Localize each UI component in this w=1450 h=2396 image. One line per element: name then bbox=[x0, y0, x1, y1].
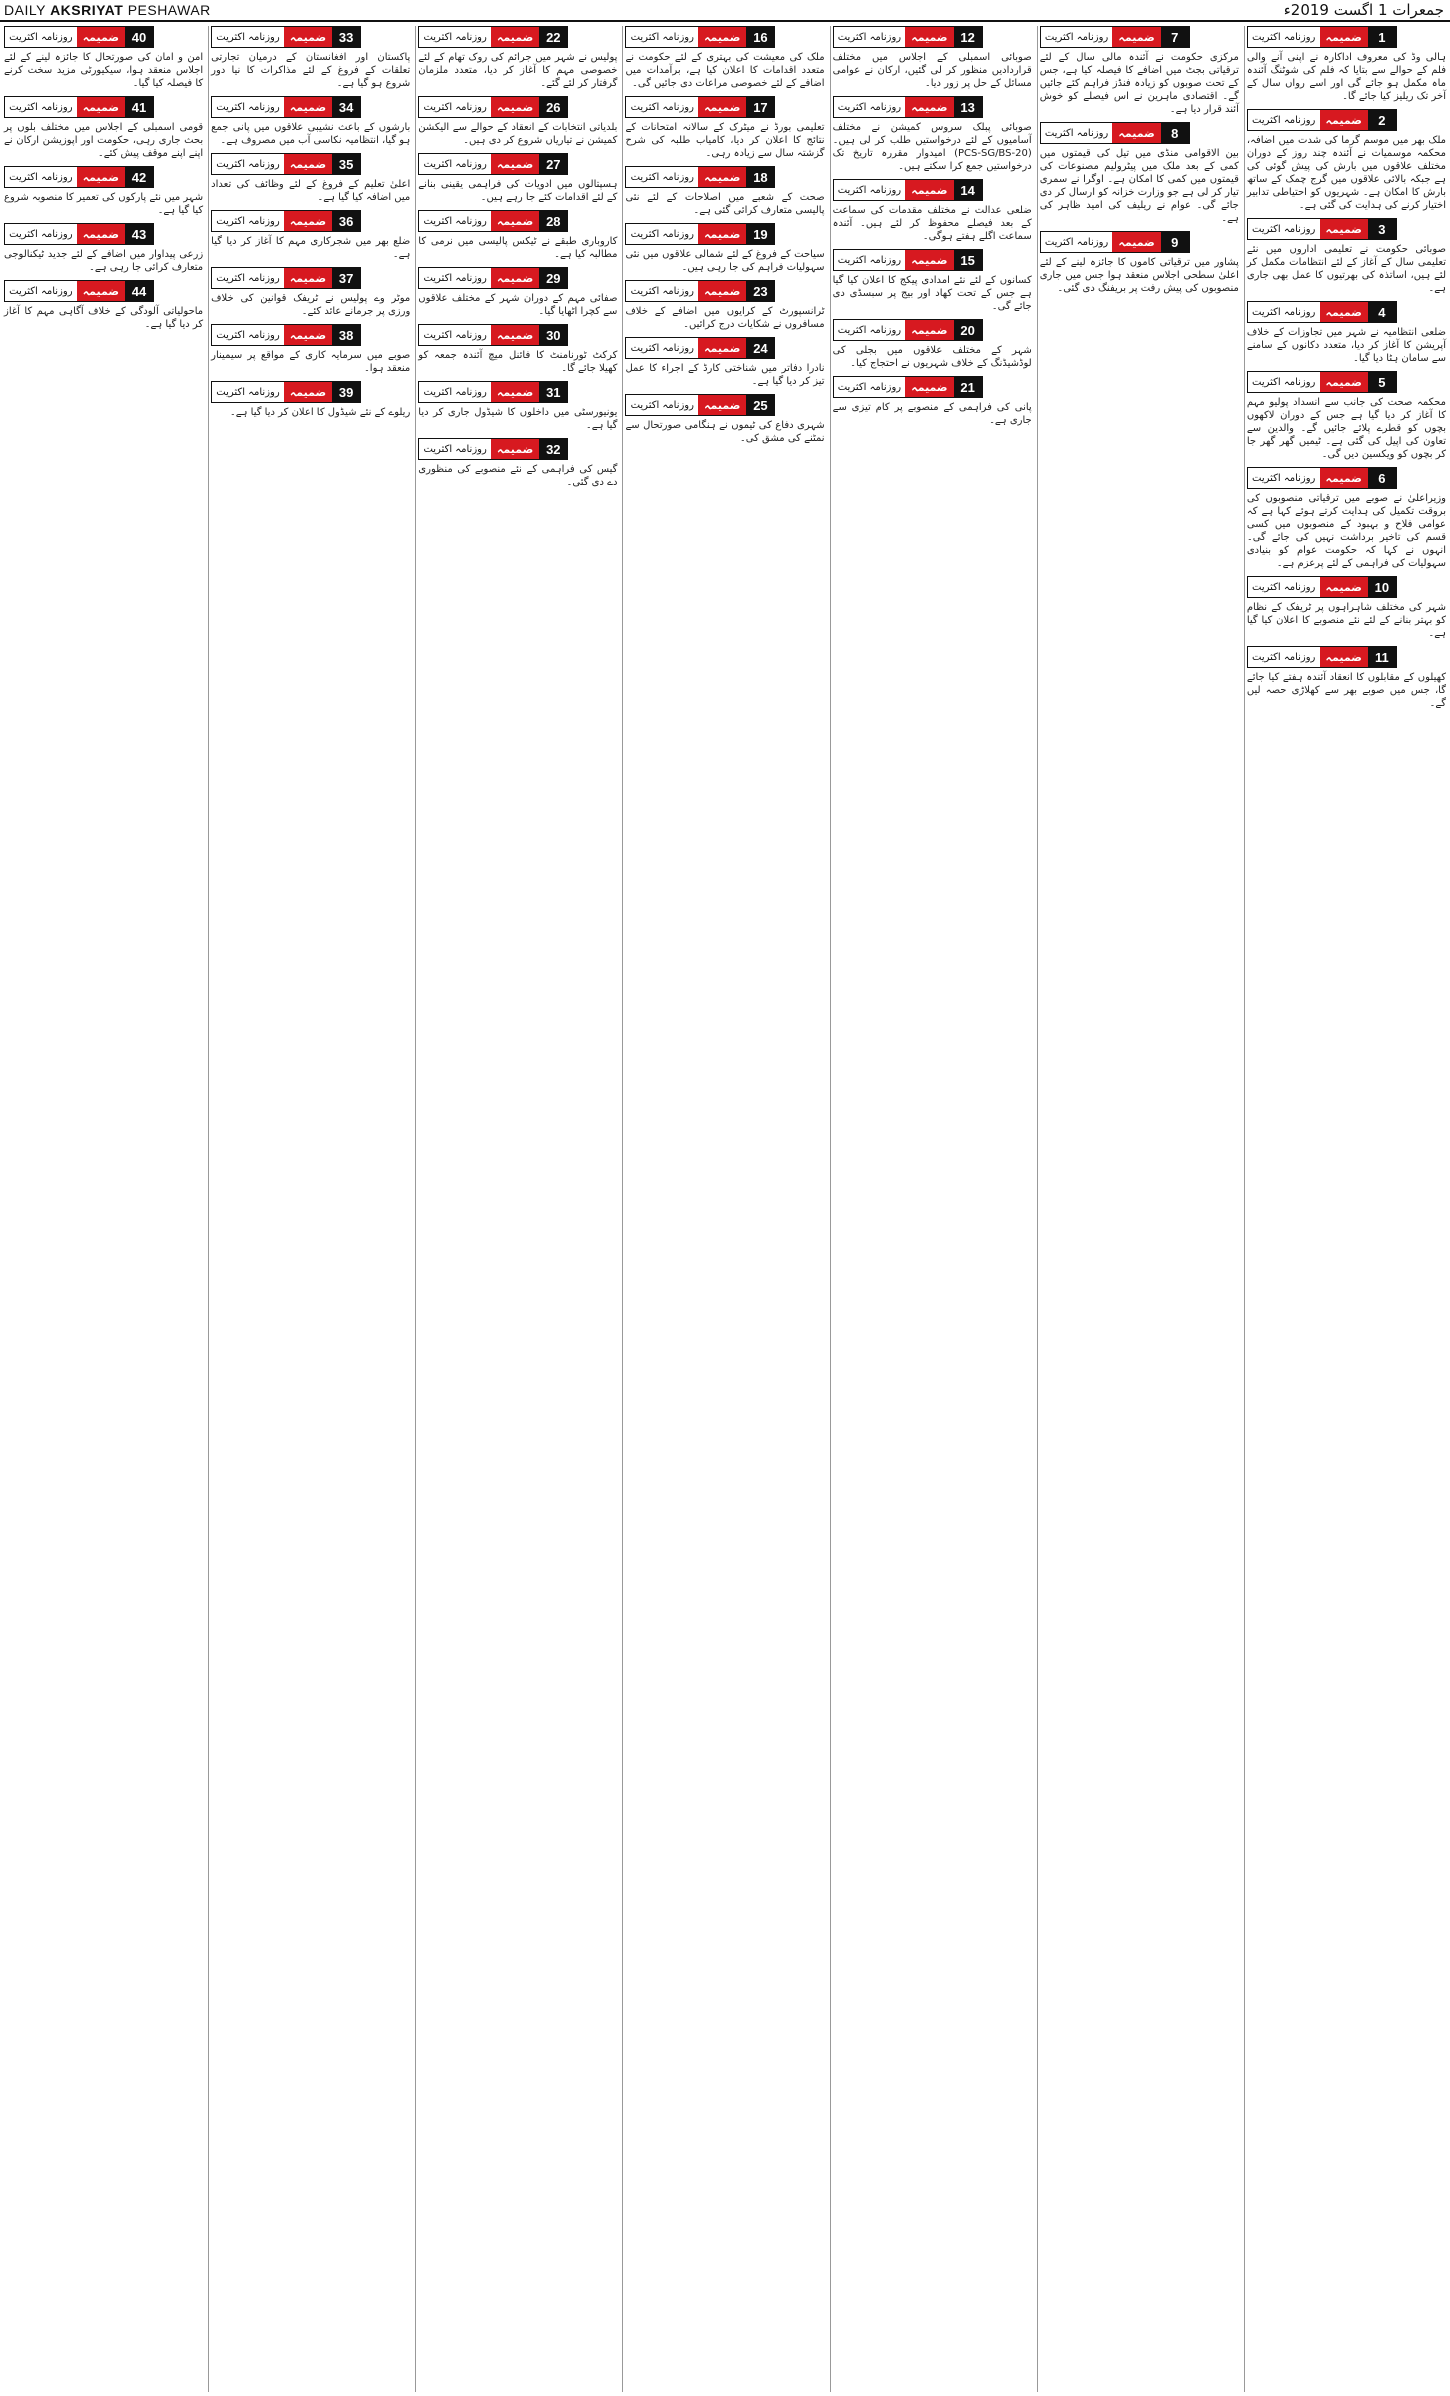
paper-name: AKSRIYAT bbox=[50, 2, 124, 18]
tag-paper-name: روزنامہ اکثریت bbox=[626, 395, 698, 415]
tag-paper-name: روزنامہ اکثریت bbox=[1248, 302, 1320, 322]
tag-paper-name: روزنامہ اکثریت bbox=[419, 154, 491, 174]
news-story bbox=[418, 210, 617, 261]
supplement-tag bbox=[1247, 646, 1397, 668]
story-number: 22 bbox=[539, 27, 567, 47]
news-story bbox=[1040, 122, 1239, 225]
story-number: 5 bbox=[1368, 372, 1396, 392]
tag-paper-name: روزنامہ اکثریت bbox=[5, 27, 77, 47]
story-number: 25 bbox=[746, 395, 774, 415]
supplement-label: ضمیمہ bbox=[698, 167, 746, 187]
supplement-tag bbox=[1247, 301, 1397, 323]
story-number: 16 bbox=[746, 27, 774, 47]
news-story bbox=[1247, 109, 1446, 212]
tag-paper-name: روزنامہ اکثریت bbox=[626, 224, 698, 244]
news-story bbox=[625, 337, 824, 388]
story-number: 4 bbox=[1368, 302, 1396, 322]
story-body: نادرا دفاتر میں شناختی کارڈ کے اجراء کا عمل تیز کر دیا گیا ہے۔ bbox=[625, 363, 825, 387]
story-body: صحت کے شعبے میں اصلاحات کے لئے نئی پالیسی متعارف کرائی گئی ہے۔ bbox=[625, 192, 825, 216]
story-body: ضلعی انتظامیہ نے شہر میں تجاوزات کے خلاف آپریشن کا آغاز کر دیا، متعدد دکانوں کے سامنے سے سامان ہٹا دیا گیا۔ bbox=[1246, 327, 1446, 364]
story-number: 19 bbox=[746, 224, 774, 244]
story-body: امن و امان کی صورتحال کا جائزہ لینے کے لئے اجلاس منعقد ہوا، سیکیورٹی مزید سخت کرنے کا فیصلہ کیا گیا۔ bbox=[4, 52, 204, 89]
supplement-label: ضمیمہ bbox=[1320, 647, 1368, 667]
story-body: بارشوں کے باعث نشیبی علاقوں میں پانی جمع ہو گیا، انتظامیہ نکاسی آب میں مصروف ہے۔ bbox=[211, 122, 411, 146]
news-column bbox=[1037, 26, 1241, 2392]
tag-paper-name: روزنامہ اکثریت bbox=[419, 211, 491, 231]
supplement-label: ضمیمہ bbox=[491, 439, 539, 459]
date-line: جمعرات 1 اگست 2019ء bbox=[1283, 1, 1444, 19]
tag-paper-name: روزنامہ اکثریت bbox=[419, 268, 491, 288]
supplement-tag bbox=[1040, 122, 1190, 144]
news-story bbox=[4, 223, 203, 274]
story-number: 34 bbox=[332, 97, 360, 117]
supplement-tag bbox=[833, 179, 983, 201]
supplement-label: ضمیمہ bbox=[77, 224, 125, 244]
story-body: ریلوے کے نئے شیڈول کا اعلان کر دیا گیا ہے۔ bbox=[229, 407, 411, 418]
news-story bbox=[1247, 218, 1446, 295]
tag-paper-name: روزنامہ اکثریت bbox=[1248, 219, 1320, 239]
supplement-label: ضمیمہ bbox=[491, 211, 539, 231]
supplement-label: ضمیمہ bbox=[905, 320, 953, 340]
story-number: 20 bbox=[954, 320, 982, 340]
tag-paper-name: روزنامہ اکثریت bbox=[212, 268, 284, 288]
supplement-label: ضمیمہ bbox=[77, 281, 125, 301]
story-body: پاکستان اور افغانستان کے درمیان تجارتی تعلقات کے فروغ کے لئے مذاکرات کا نیا دور شروع ہو گیا ہے۔ bbox=[211, 52, 411, 89]
supplement-tag bbox=[4, 26, 154, 48]
supplement-label: ضمیمہ bbox=[1320, 577, 1368, 597]
tag-paper-name: روزنامہ اکثریت bbox=[419, 382, 491, 402]
supplement-label: ضمیمہ bbox=[284, 268, 332, 288]
story-number: 18 bbox=[746, 167, 774, 187]
story-body: صوبائی پبلک سروس کمیشن نے مختلف آسامیوں کے لئے درخواستیں طلب کر لی ہیں۔ (PCS-SG/BS-20) امیدوار مقررہ تاریخ تک درخواستیں جمع کرا سکتے ہیں۔ bbox=[832, 122, 1032, 172]
story-body: ضلعی عدالت نے مختلف مقدمات کی سماعت کے بعد فیصلے محفوظ کر لئے ہیں۔ آئندہ سماعت اگلے ہفتے ہوگی۔ bbox=[832, 205, 1032, 242]
story-body: شہر میں نئے پارکوں کی تعمیر کا منصوبہ شروع کیا گیا ہے۔ bbox=[4, 192, 204, 216]
story-number: 27 bbox=[539, 154, 567, 174]
news-story bbox=[625, 26, 824, 90]
supplement-tag bbox=[625, 223, 775, 245]
story-body: گیس کی فراہمی کے نئے منصوبے کی منظوری دے دی گئی۔ bbox=[418, 464, 618, 488]
tag-paper-name: روزنامہ اکثریت bbox=[834, 97, 906, 117]
news-story bbox=[211, 26, 410, 90]
news-story bbox=[833, 376, 1032, 427]
supplement-tag bbox=[211, 26, 361, 48]
news-column bbox=[1244, 26, 1448, 2392]
story-number: 1 bbox=[1368, 27, 1396, 47]
supplement-tag bbox=[418, 324, 568, 346]
news-story bbox=[211, 96, 410, 147]
story-number: 36 bbox=[332, 211, 360, 231]
tag-paper-name: روزنامہ اکثریت bbox=[1041, 123, 1113, 143]
supplement-label: ضمیمہ bbox=[1320, 468, 1368, 488]
story-number: 2 bbox=[1368, 110, 1396, 130]
story-number: 10 bbox=[1368, 577, 1396, 597]
news-story bbox=[1247, 301, 1446, 365]
story-body: کسانوں کے لئے نئے امدادی پیکج کا اعلان کیا گیا ہے جس کے تحت کھاد اور بیج پر سبسڈی دی جائے گی۔ bbox=[832, 275, 1032, 312]
story-body: شہر کی مختلف شاہراہوں پر ٹریفک کے نظام کو بہتر بنانے کے لئے نئے منصوبے کا اعلان کیا گیا ہے۔ bbox=[1246, 602, 1446, 639]
supplement-label: ضمیمہ bbox=[77, 167, 125, 187]
supplement-label: ضمیمہ bbox=[77, 97, 125, 117]
supplement-label: ضمیمہ bbox=[491, 97, 539, 117]
story-body: صوبائی اسمبلی کے اجلاس میں مختلف قراردادیں منظور کر لی گئیں، ارکان نے عوامی مسائل کے حل پر زور دیا۔ bbox=[832, 52, 1032, 89]
story-body: کرکٹ ٹورنامنٹ کا فائنل میچ آئندہ جمعہ کو کھیلا جائے گا۔ bbox=[418, 350, 618, 374]
supplement-tag bbox=[4, 96, 154, 118]
paper-title bbox=[4, 2, 211, 18]
news-story bbox=[1247, 646, 1446, 710]
story-body: قومی اسمبلی کے اجلاس میں مختلف بلوں پر بحث جاری رہی، حکومت اور اپوزیشن ارکان نے اپنے اپنے موقف پیش کئے۔ bbox=[4, 122, 204, 159]
news-story bbox=[4, 96, 203, 160]
supplement-tag bbox=[625, 394, 775, 416]
news-column bbox=[208, 26, 412, 2392]
supplement-tag bbox=[211, 96, 361, 118]
supplement-tag bbox=[4, 280, 154, 302]
supplement-tag bbox=[625, 26, 775, 48]
tag-paper-name: روزنامہ اکثریت bbox=[626, 27, 698, 47]
story-number: 32 bbox=[539, 439, 567, 459]
news-story bbox=[833, 26, 1032, 90]
tag-paper-name: روزنامہ اکثریت bbox=[834, 27, 906, 47]
supplement-label: ضمیمہ bbox=[284, 211, 332, 231]
story-number: 23 bbox=[746, 281, 774, 301]
story-body: صفائی مہم کے دوران شہر کے مختلف علاقوں سے کچرا اٹھایا گیا۔ bbox=[418, 293, 618, 317]
news-story bbox=[625, 394, 824, 445]
story-number: 38 bbox=[332, 325, 360, 345]
story-body: پولیس نے شہر میں جرائم کی روک تھام کے لئے خصوصی مہم کا آغاز کر دیا، متعدد ملزمان گرفتار کر لئے گئے۔ bbox=[418, 52, 618, 89]
tag-paper-name: روزنامہ اکثریت bbox=[419, 439, 491, 459]
tag-paper-name: روزنامہ اکثریت bbox=[626, 167, 698, 187]
news-column bbox=[622, 26, 826, 2392]
story-number: 14 bbox=[954, 180, 982, 200]
supplement-label: ضمیمہ bbox=[77, 27, 125, 47]
supplement-label: ضمیمہ bbox=[905, 27, 953, 47]
supplement-tag bbox=[625, 96, 775, 118]
supplement-tag bbox=[1247, 26, 1397, 48]
news-story bbox=[211, 324, 410, 375]
tag-paper-name: روزنامہ اکثریت bbox=[5, 224, 77, 244]
story-body: یونیورسٹی میں داخلوں کا شیڈول جاری کر دیا گیا ہے۔ bbox=[418, 407, 618, 431]
story-number: 29 bbox=[539, 268, 567, 288]
story-body: تعلیمی بورڈ نے میٹرک کے سالانہ امتحانات کے نتائج کا اعلان کر دیا، کامیاب طلبہ کی شرح گزشتہ سال سے زیادہ رہی۔ bbox=[625, 122, 825, 159]
supplement-label: ضمیمہ bbox=[1112, 27, 1160, 47]
tag-paper-name: روزنامہ اکثریت bbox=[212, 382, 284, 402]
story-number: 37 bbox=[332, 268, 360, 288]
news-story bbox=[625, 280, 824, 331]
story-body: ہالی وڈ کی معروف اداکارہ نے اپنی آنے والی فلم کے حوالے سے بتایا کہ فلم کی شوٹنگ آئندہ ماہ مکمل ہو جائے گی اور اسے رواں سال کے آخر تک ریلیز کیا جائے گا۔ bbox=[1246, 52, 1446, 102]
story-body: موٹر وے پولیس نے ٹریفک قوانین کی خلاف ورزی پر جرمانے عائد کئے۔ bbox=[211, 293, 411, 317]
story-number: 42 bbox=[125, 167, 153, 187]
story-body: بلدیاتی انتخابات کے انعقاد کے حوالے سے الیکشن کمیشن نے تیاریاں شروع کر دی ہیں۔ bbox=[418, 122, 618, 146]
supplement-label: ضمیمہ bbox=[491, 382, 539, 402]
story-number: 6 bbox=[1368, 468, 1396, 488]
story-number: 39 bbox=[332, 382, 360, 402]
supplement-label: ضمیمہ bbox=[698, 27, 746, 47]
news-story bbox=[418, 267, 617, 318]
supplement-tag bbox=[1247, 467, 1397, 489]
supplement-tag bbox=[211, 267, 361, 289]
supplement-tag bbox=[211, 210, 361, 232]
tag-paper-name: روزنامہ اکثریت bbox=[1248, 577, 1320, 597]
story-body: شہری دفاع کی ٹیموں نے ہنگامی صورتحال سے نمٹنے کی مشق کی۔ bbox=[625, 420, 825, 444]
tag-paper-name: روزنامہ اکثریت bbox=[626, 281, 698, 301]
columns-container bbox=[2, 26, 1448, 2392]
story-number: 28 bbox=[539, 211, 567, 231]
story-number: 3 bbox=[1368, 219, 1396, 239]
story-number: 24 bbox=[746, 338, 774, 358]
story-number: 7 bbox=[1161, 27, 1189, 47]
news-story bbox=[625, 166, 824, 217]
news-story bbox=[4, 26, 203, 90]
news-story bbox=[1247, 467, 1446, 570]
tag-paper-name: روزنامہ اکثریت bbox=[1248, 110, 1320, 130]
story-number: 11 bbox=[1368, 647, 1396, 667]
supplement-tag bbox=[1247, 371, 1397, 393]
story-body: ہسپتالوں میں ادویات کی فراہمی یقینی بنانے کے لئے اقدامات کئے جا رہے ہیں۔ bbox=[418, 179, 618, 203]
news-column bbox=[2, 26, 205, 2392]
paper-prefix: DAILY bbox=[4, 2, 46, 18]
story-body: سیاحت کے فروغ کے لئے شمالی علاقوں میں نئی سہولیات فراہم کی جا رہی ہیں۔ bbox=[625, 249, 825, 273]
story-number: 31 bbox=[539, 382, 567, 402]
tag-paper-name: روزنامہ اکثریت bbox=[419, 325, 491, 345]
story-number: 35 bbox=[332, 154, 360, 174]
story-body: پانی کی فراہمی کے منصوبے پر کام تیزی سے جاری ہے۔ bbox=[832, 402, 1032, 426]
tag-paper-name: روزنامہ اکثریت bbox=[1041, 232, 1113, 252]
tag-paper-name: روزنامہ اکثریت bbox=[1248, 27, 1320, 47]
story-body: زرعی پیداوار میں اضافے کے لئے جدید ٹیکنالوجی متعارف کرائی جا رہی ہے۔ bbox=[4, 249, 204, 273]
supplement-tag bbox=[1247, 218, 1397, 240]
supplement-label: ضمیمہ bbox=[284, 27, 332, 47]
supplement-tag bbox=[1040, 231, 1190, 253]
supplement-tag bbox=[211, 324, 361, 346]
news-story bbox=[4, 166, 203, 217]
story-body: ضلع بھر میں شجرکاری مہم کا آغاز کر دیا گیا ہے۔ bbox=[211, 236, 411, 260]
paper-city: PESHAWAR bbox=[127, 2, 211, 18]
news-story bbox=[211, 381, 410, 419]
story-body: محکمہ صحت کی جانب سے انسداد پولیو مہم کا آغاز کر دیا گیا ہے جس کے دوران لاکھوں بچوں کو قطرے پلائے جائیں گے۔ والدین سے تعاون کی اپیل کی گئی ہے۔ ٹیمیں گھر گھر جا کر بچوں کو ویکسین دیں گی۔ bbox=[1246, 397, 1446, 460]
story-body: بین الاقوامی منڈی میں تیل کی قیمتوں میں کمی کے بعد ملک میں پیٹرولیم مصنوعات کی قیمتوں میں کمی کا امکان ہے۔ اوگرا نے سمری تیار کر لی ہے جو وزارت خزانہ کو ارسال کر دی جائے گی۔ عوام نے ریلیف کی امید ظاہر کی ہے۔ bbox=[1039, 148, 1239, 224]
supplement-label: ضمیمہ bbox=[905, 180, 953, 200]
tag-paper-name: روزنامہ اکثریت bbox=[212, 325, 284, 345]
story-body: ٹرانسپورٹ کے کرایوں میں اضافے کے خلاف مسافروں نے شکایات درج کرائیں۔ bbox=[625, 306, 825, 330]
tag-paper-name: روزنامہ اکثریت bbox=[5, 97, 77, 117]
supplement-tag bbox=[418, 210, 568, 232]
supplement-tag bbox=[1247, 109, 1397, 131]
tag-paper-name: روزنامہ اکثریت bbox=[1248, 647, 1320, 667]
story-number: 9 bbox=[1161, 232, 1189, 252]
story-number: 33 bbox=[332, 27, 360, 47]
supplement-label: ضمیمہ bbox=[905, 250, 953, 270]
story-number: 43 bbox=[125, 224, 153, 244]
news-story bbox=[833, 319, 1032, 370]
supplement-tag bbox=[833, 376, 983, 398]
supplement-label: ضمیمہ bbox=[1320, 372, 1368, 392]
supplement-tag bbox=[4, 223, 154, 245]
news-story bbox=[211, 210, 410, 261]
tag-paper-name: روزنامہ اکثریت bbox=[834, 250, 906, 270]
supplement-tag bbox=[833, 249, 983, 271]
supplement-label: ضمیمہ bbox=[1320, 110, 1368, 130]
supplement-tag bbox=[418, 26, 568, 48]
news-story bbox=[211, 153, 410, 204]
news-column bbox=[415, 26, 619, 2392]
news-story bbox=[418, 153, 617, 204]
story-number: 17 bbox=[746, 97, 774, 117]
news-story bbox=[625, 223, 824, 274]
supplement-label: ضمیمہ bbox=[698, 338, 746, 358]
news-story bbox=[833, 96, 1032, 173]
news-column bbox=[830, 26, 1034, 2392]
news-story bbox=[418, 26, 617, 90]
supplement-label: ضمیمہ bbox=[284, 325, 332, 345]
tag-paper-name: روزنامہ اکثریت bbox=[626, 338, 698, 358]
story-number: 15 bbox=[954, 250, 982, 270]
news-story bbox=[1040, 231, 1239, 295]
tag-paper-name: روزنامہ اکثریت bbox=[212, 27, 284, 47]
tag-paper-name: روزنامہ اکثریت bbox=[212, 211, 284, 231]
story-number: 13 bbox=[954, 97, 982, 117]
news-story bbox=[418, 438, 617, 489]
supplement-tag bbox=[1040, 26, 1190, 48]
supplement-label: ضمیمہ bbox=[284, 154, 332, 174]
story-body: مرکزی حکومت نے آئندہ مالی سال کے لئے ترقیاتی بجٹ میں اضافے کا فیصلہ کیا ہے، جس کے تحت صوبوں کو زیادہ فنڈز فراہم کئے جائیں گے۔ اقتصادی ماہرین نے اس فیصلے کو خوش آئند قرار دیا ہے۔ bbox=[1039, 52, 1239, 115]
supplement-label: ضمیمہ bbox=[491, 268, 539, 288]
supplement-label: ضمیمہ bbox=[491, 27, 539, 47]
tag-paper-name: روزنامہ اکثریت bbox=[1041, 27, 1113, 47]
news-story bbox=[418, 381, 617, 432]
news-story bbox=[418, 96, 617, 147]
supplement-tag bbox=[625, 280, 775, 302]
supplement-tag bbox=[211, 153, 361, 175]
news-story bbox=[1040, 26, 1239, 116]
supplement-label: ضمیمہ bbox=[284, 382, 332, 402]
supplement-tag bbox=[625, 166, 775, 188]
story-number: 30 bbox=[539, 325, 567, 345]
story-number: 40 bbox=[125, 27, 153, 47]
supplement-tag bbox=[833, 319, 983, 341]
story-body: کھیلوں کے مقابلوں کا انعقاد آئندہ ہفتے کیا جائے گا، جس میں صوبے بھر سے کھلاڑی حصہ لیں گے۔ bbox=[1246, 672, 1446, 709]
supplement-label: ضمیمہ bbox=[698, 97, 746, 117]
supplement-label: ضمیمہ bbox=[1112, 123, 1160, 143]
story-body: ملک کی معیشت کی بہتری کے لئے حکومت نے متعدد اقدامات کا اعلان کیا ہے، برآمدات میں اضافے کے لئے خصوصی مراعات دی جائیں گی۔ bbox=[625, 52, 825, 89]
story-number: 8 bbox=[1161, 123, 1189, 143]
supplement-label: ضمیمہ bbox=[698, 395, 746, 415]
supplement-tag bbox=[418, 438, 568, 460]
tag-paper-name: روزنامہ اکثریت bbox=[212, 154, 284, 174]
story-body: وزیراعلیٰ نے صوبے میں ترقیاتی منصوبوں کی بروقت تکمیل کی ہدایت کرتے ہوئے کہا ہے کہ عوامی فلاح و بہبود کے منصوبوں میں کسی قسم کی تاخیر برداشت نہیں کی جائے گی۔ انہوں نے کہا کہ حکومت عوام کو بنیادی سہولیات کی فراہمی کے لئے پرعزم ہے۔ bbox=[1246, 493, 1446, 569]
tag-paper-name: روزنامہ اکثریت bbox=[419, 27, 491, 47]
supplement-label: ضمیمہ bbox=[1320, 302, 1368, 322]
supplement-tag bbox=[4, 166, 154, 188]
tag-paper-name: روزنامہ اکثریت bbox=[834, 377, 906, 397]
supplement-label: ضمیمہ bbox=[1320, 219, 1368, 239]
supplement-tag bbox=[418, 381, 568, 403]
story-body: کاروباری طبقے نے ٹیکس پالیسی میں نرمی کا مطالبہ کیا ہے۔ bbox=[418, 236, 618, 260]
story-body: پشاور میں ترقیاتی کاموں کا جائزہ لینے کے لئے اعلیٰ سطحی اجلاس منعقد ہوا جس میں جاری منصوبوں کی پیش رفت پر بریفنگ دی گئی۔ bbox=[1039, 257, 1239, 294]
news-story bbox=[4, 280, 203, 331]
tag-paper-name: روزنامہ اکثریت bbox=[834, 320, 906, 340]
story-body: ملک بھر میں موسم گرما کی شدت میں اضافہ، محکمہ موسمیات نے آئندہ چند روز کے دوران مختلف علاقوں میں بارش کی پیش گوئی کی ہے جبکہ بالائی علاقوں میں گرج چمک کے ساتھ بارش کا امکان ہے۔ شہریوں کو احتیاطی تدابیر اختیار کرنے کی ہدایت کی گئی ہے۔ bbox=[1246, 135, 1446, 211]
tag-paper-name: روزنامہ اکثریت bbox=[5, 167, 77, 187]
supplement-label: ضمیمہ bbox=[284, 97, 332, 117]
news-story bbox=[1247, 26, 1446, 103]
tag-paper-name: روزنامہ اکثریت bbox=[419, 97, 491, 117]
supplement-tag bbox=[625, 337, 775, 359]
story-body: شہر کے مختلف علاقوں میں بجلی کی لوڈشیڈنگ کے خلاف شہریوں نے احتجاج کیا۔ bbox=[832, 345, 1032, 369]
tag-paper-name: روزنامہ اکثریت bbox=[626, 97, 698, 117]
supplement-tag bbox=[833, 96, 983, 118]
supplement-tag bbox=[211, 381, 361, 403]
supplement-label: ضمیمہ bbox=[491, 325, 539, 345]
tag-paper-name: روزنامہ اکثریت bbox=[212, 97, 284, 117]
news-story bbox=[833, 249, 1032, 313]
news-story bbox=[1247, 371, 1446, 461]
supplement-tag bbox=[1247, 576, 1397, 598]
news-story bbox=[418, 324, 617, 375]
supplement-label: ضمیمہ bbox=[905, 377, 953, 397]
supplement-tag bbox=[833, 26, 983, 48]
supplement-label: ضمیمہ bbox=[491, 154, 539, 174]
supplement-label: ضمیمہ bbox=[905, 97, 953, 117]
tag-paper-name: روزنامہ اکثریت bbox=[834, 180, 906, 200]
news-story bbox=[1247, 576, 1446, 640]
story-body: ماحولیاتی آلودگی کے خلاف آگاہی مہم کا آغاز کر دیا گیا ہے۔ bbox=[4, 306, 204, 330]
news-story bbox=[211, 267, 410, 318]
supplement-label: ضمیمہ bbox=[698, 224, 746, 244]
story-number: 41 bbox=[125, 97, 153, 117]
tag-paper-name: روزنامہ اکثریت bbox=[5, 281, 77, 301]
story-number: 26 bbox=[539, 97, 567, 117]
supplement-tag bbox=[418, 153, 568, 175]
tag-paper-name: روزنامہ اکثریت bbox=[1248, 468, 1320, 488]
story-number: 44 bbox=[125, 281, 153, 301]
supplement-label: ضمیمہ bbox=[1112, 232, 1160, 252]
supplement-tag bbox=[418, 96, 568, 118]
news-story bbox=[833, 179, 1032, 243]
supplement-label: ضمیمہ bbox=[698, 281, 746, 301]
news-story bbox=[625, 96, 824, 160]
story-number: 21 bbox=[954, 377, 982, 397]
story-body: صوبے میں سرمایہ کاری کے مواقع پر سیمینار منعقد ہوا۔ bbox=[211, 350, 411, 374]
story-body: صوبائی حکومت نے تعلیمی اداروں میں نئے تعلیمی سال کے آغاز کے لئے انتظامات مکمل کر لئے ہیں، اساتذہ کی بھرتیوں کا عمل بھی جاری ہے۔ bbox=[1246, 244, 1446, 294]
tag-paper-name: روزنامہ اکثریت bbox=[1248, 372, 1320, 392]
story-number: 12 bbox=[954, 27, 982, 47]
supplement-tag bbox=[418, 267, 568, 289]
supplement-label: ضمیمہ bbox=[1320, 27, 1368, 47]
story-body: اعلیٰ تعلیم کے فروغ کے لئے وظائف کی تعداد میں اضافہ کیا گیا ہے۔ bbox=[211, 179, 411, 203]
masthead bbox=[0, 0, 1450, 22]
